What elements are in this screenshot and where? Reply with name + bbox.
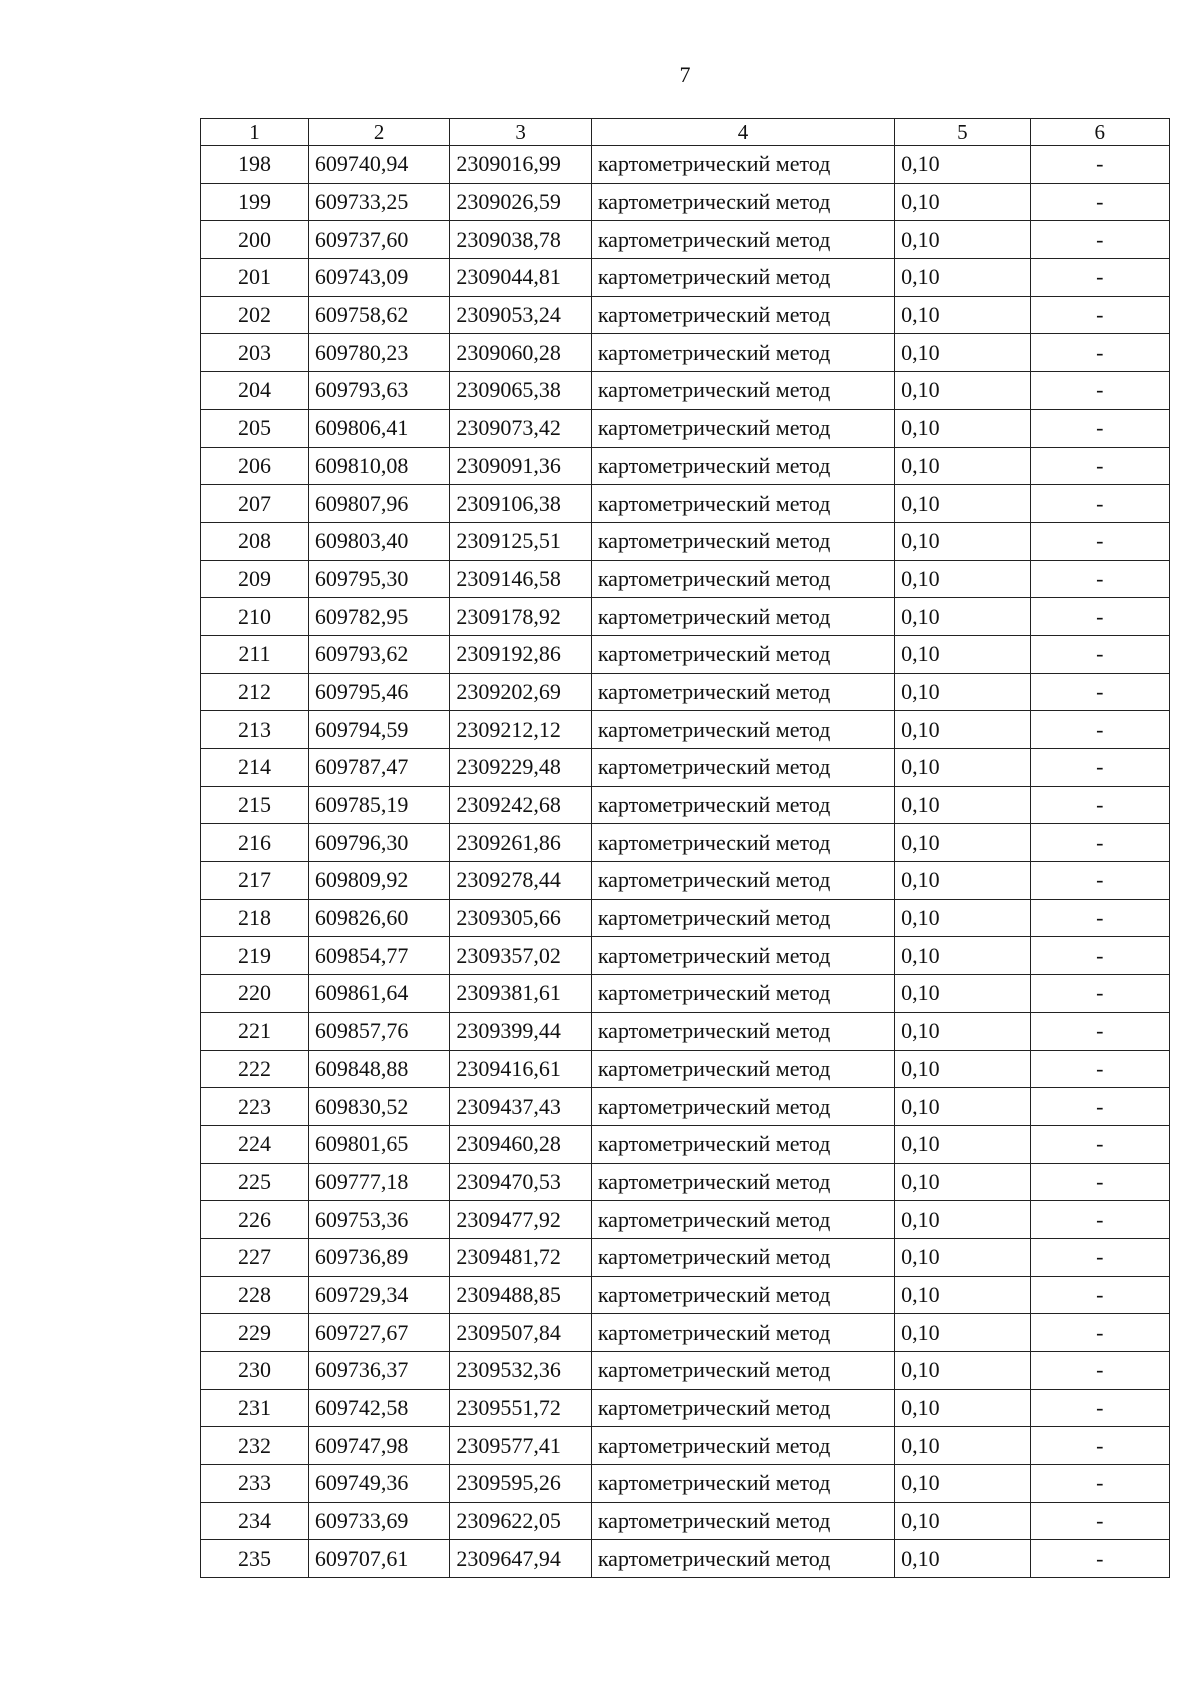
- table-row: [201, 1540, 1170, 1578]
- y-coordinate-cell: 2309416,61: [450, 1050, 591, 1088]
- note-cell: -: [1030, 259, 1169, 297]
- accuracy-cell: 0,10: [895, 1050, 1030, 1088]
- y-coordinate-cell: 2309106,38: [450, 485, 591, 523]
- table-row: [201, 1314, 1170, 1352]
- x-coordinate-cell: 609809,92: [308, 862, 449, 900]
- note-cell: -: [1030, 786, 1169, 824]
- y-coordinate-cell: 2309460,28: [450, 1125, 591, 1163]
- column-header-2: 2: [308, 119, 449, 146]
- note-cell: -: [1030, 1465, 1169, 1503]
- column-header-1: 1: [201, 119, 309, 146]
- point-number-cell: 221: [201, 1012, 309, 1050]
- method-cell: картометрический метод: [591, 1352, 894, 1390]
- x-coordinate-cell: 609729,34: [308, 1276, 449, 1314]
- note-cell: -: [1030, 1389, 1169, 1427]
- note-cell: -: [1030, 1012, 1169, 1050]
- method-cell: картометрический метод: [591, 146, 894, 184]
- point-number-cell: 203: [201, 334, 309, 372]
- point-number-cell: 217: [201, 862, 309, 900]
- point-number-cell: 229: [201, 1314, 309, 1352]
- x-coordinate-cell: 609806,41: [308, 409, 449, 447]
- table-row: [201, 824, 1170, 862]
- point-number-cell: 199: [201, 183, 309, 221]
- accuracy-cell: 0,10: [895, 183, 1030, 221]
- note-cell: -: [1030, 372, 1169, 410]
- point-number-cell: 218: [201, 899, 309, 937]
- x-coordinate-cell: 609794,59: [308, 711, 449, 749]
- point-number-cell: 201: [201, 259, 309, 297]
- y-coordinate-cell: 2309060,28: [450, 334, 591, 372]
- note-cell: -: [1030, 1276, 1169, 1314]
- x-coordinate-cell: 609758,62: [308, 296, 449, 334]
- y-coordinate-cell: 2309178,92: [450, 598, 591, 636]
- table-row: [201, 183, 1170, 221]
- method-cell: картометрический метод: [591, 1050, 894, 1088]
- accuracy-cell: 0,10: [895, 409, 1030, 447]
- method-cell: картометрический метод: [591, 1276, 894, 1314]
- x-coordinate-cell: 609807,96: [308, 485, 449, 523]
- table-row: [201, 259, 1170, 297]
- accuracy-cell: 0,10: [895, 1088, 1030, 1126]
- accuracy-cell: 0,10: [895, 1276, 1030, 1314]
- column-header-4: 4: [591, 119, 894, 146]
- y-coordinate-cell: 2309437,43: [450, 1088, 591, 1126]
- x-coordinate-cell: 609743,09: [308, 259, 449, 297]
- note-cell: -: [1030, 221, 1169, 259]
- x-coordinate-cell: 609777,18: [308, 1163, 449, 1201]
- note-cell: -: [1030, 183, 1169, 221]
- note-cell: -: [1030, 1238, 1169, 1276]
- x-coordinate-cell: 609747,98: [308, 1427, 449, 1465]
- accuracy-cell: 0,10: [895, 334, 1030, 372]
- point-number-cell: 228: [201, 1276, 309, 1314]
- accuracy-cell: 0,10: [895, 1502, 1030, 1540]
- note-cell: -: [1030, 975, 1169, 1013]
- method-cell: картометрический метод: [591, 1465, 894, 1503]
- point-number-cell: 224: [201, 1125, 309, 1163]
- table-row: [201, 1088, 1170, 1126]
- point-number-cell: 233: [201, 1465, 309, 1503]
- x-coordinate-cell: 609736,37: [308, 1352, 449, 1390]
- method-cell: картометрический метод: [591, 786, 894, 824]
- accuracy-cell: 0,10: [895, 1163, 1030, 1201]
- x-coordinate-cell: 609830,52: [308, 1088, 449, 1126]
- x-coordinate-cell: 609857,76: [308, 1012, 449, 1050]
- table-row: [201, 749, 1170, 787]
- accuracy-cell: 0,10: [895, 598, 1030, 636]
- point-number-cell: 214: [201, 749, 309, 787]
- y-coordinate-cell: 2309381,61: [450, 975, 591, 1013]
- method-cell: картометрический метод: [591, 824, 894, 862]
- note-cell: -: [1030, 673, 1169, 711]
- point-number-cell: 198: [201, 146, 309, 184]
- table-row: [201, 1352, 1170, 1390]
- table-row: [201, 221, 1170, 259]
- note-cell: -: [1030, 749, 1169, 787]
- note-cell: -: [1030, 1502, 1169, 1540]
- accuracy-cell: 0,10: [895, 296, 1030, 334]
- method-cell: картометрический метод: [591, 1389, 894, 1427]
- method-cell: картометрический метод: [591, 635, 894, 673]
- x-coordinate-cell: 609810,08: [308, 447, 449, 485]
- point-number-cell: 209: [201, 560, 309, 598]
- note-cell: -: [1030, 522, 1169, 560]
- x-coordinate-cell: 609801,65: [308, 1125, 449, 1163]
- note-cell: -: [1030, 560, 1169, 598]
- x-coordinate-cell: 609780,23: [308, 334, 449, 372]
- point-number-cell: 213: [201, 711, 309, 749]
- table-row: [201, 1012, 1170, 1050]
- accuracy-cell: 0,10: [895, 824, 1030, 862]
- table-row: [201, 334, 1170, 372]
- table-row: [201, 146, 1170, 184]
- table-row: [201, 635, 1170, 673]
- note-cell: -: [1030, 937, 1169, 975]
- accuracy-cell: 0,10: [895, 673, 1030, 711]
- table-row: [201, 673, 1170, 711]
- accuracy-cell: 0,10: [895, 146, 1030, 184]
- x-coordinate-cell: 609727,67: [308, 1314, 449, 1352]
- method-cell: картометрический метод: [591, 975, 894, 1013]
- table-row: [201, 975, 1170, 1013]
- point-number-cell: 204: [201, 372, 309, 410]
- point-number-cell: 215: [201, 786, 309, 824]
- note-cell: -: [1030, 1201, 1169, 1239]
- table-row: [201, 1163, 1170, 1201]
- method-cell: картометрический метод: [591, 1540, 894, 1578]
- x-coordinate-cell: 609793,62: [308, 635, 449, 673]
- y-coordinate-cell: 2309202,69: [450, 673, 591, 711]
- accuracy-cell: 0,10: [895, 1201, 1030, 1239]
- point-number-cell: 219: [201, 937, 309, 975]
- point-number-cell: 205: [201, 409, 309, 447]
- table-row: [201, 786, 1170, 824]
- accuracy-cell: 0,10: [895, 522, 1030, 560]
- column-header-3: 3: [450, 119, 591, 146]
- accuracy-cell: 0,10: [895, 899, 1030, 937]
- y-coordinate-cell: 2309577,41: [450, 1427, 591, 1465]
- accuracy-cell: 0,10: [895, 1465, 1030, 1503]
- accuracy-cell: 0,10: [895, 749, 1030, 787]
- point-number-cell: 230: [201, 1352, 309, 1390]
- method-cell: картометрический метод: [591, 749, 894, 787]
- y-coordinate-cell: 2309073,42: [450, 409, 591, 447]
- accuracy-cell: 0,10: [895, 1540, 1030, 1578]
- accuracy-cell: 0,10: [895, 786, 1030, 824]
- y-coordinate-cell: 2309038,78: [450, 221, 591, 259]
- table-row: [201, 560, 1170, 598]
- method-cell: картометрический метод: [591, 899, 894, 937]
- accuracy-cell: 0,10: [895, 1389, 1030, 1427]
- method-cell: картометрический метод: [591, 1314, 894, 1352]
- point-number-cell: 200: [201, 221, 309, 259]
- x-coordinate-cell: 609753,36: [308, 1201, 449, 1239]
- method-cell: картометрический метод: [591, 1088, 894, 1126]
- point-number-cell: 232: [201, 1427, 309, 1465]
- note-cell: -: [1030, 824, 1169, 862]
- y-coordinate-cell: 2309044,81: [450, 259, 591, 297]
- x-coordinate-cell: 609740,94: [308, 146, 449, 184]
- note-cell: -: [1030, 1088, 1169, 1126]
- y-coordinate-cell: 2309399,44: [450, 1012, 591, 1050]
- point-number-cell: 216: [201, 824, 309, 862]
- x-coordinate-cell: 609848,88: [308, 1050, 449, 1088]
- table-body: [201, 119, 1170, 1578]
- method-cell: картометрический метод: [591, 221, 894, 259]
- table-row: [201, 1465, 1170, 1503]
- y-coordinate-cell: 2309065,38: [450, 372, 591, 410]
- method-cell: картометрический метод: [591, 1125, 894, 1163]
- x-coordinate-cell: 609793,63: [308, 372, 449, 410]
- y-coordinate-cell: 2309507,84: [450, 1314, 591, 1352]
- accuracy-cell: 0,10: [895, 1125, 1030, 1163]
- note-cell: -: [1030, 862, 1169, 900]
- method-cell: картометрический метод: [591, 522, 894, 560]
- accuracy-cell: 0,10: [895, 937, 1030, 975]
- accuracy-cell: 0,10: [895, 221, 1030, 259]
- y-coordinate-cell: 2309305,66: [450, 899, 591, 937]
- note-cell: -: [1030, 1352, 1169, 1390]
- x-coordinate-cell: 609803,40: [308, 522, 449, 560]
- accuracy-cell: 0,10: [895, 862, 1030, 900]
- y-coordinate-cell: 2309125,51: [450, 522, 591, 560]
- table-row: [201, 409, 1170, 447]
- table-row: [201, 1201, 1170, 1239]
- point-number-cell: 211: [201, 635, 309, 673]
- accuracy-cell: 0,10: [895, 372, 1030, 410]
- method-cell: картометрический метод: [591, 334, 894, 372]
- accuracy-cell: 0,10: [895, 1314, 1030, 1352]
- accuracy-cell: 0,10: [895, 259, 1030, 297]
- method-cell: картометрический метод: [591, 598, 894, 636]
- point-number-cell: 207: [201, 485, 309, 523]
- x-coordinate-cell: 609733,69: [308, 1502, 449, 1540]
- method-cell: картометрический метод: [591, 560, 894, 598]
- x-coordinate-cell: 609785,19: [308, 786, 449, 824]
- point-number-cell: 235: [201, 1540, 309, 1578]
- y-coordinate-cell: 2309192,86: [450, 635, 591, 673]
- y-coordinate-cell: 2309481,72: [450, 1238, 591, 1276]
- note-cell: -: [1030, 296, 1169, 334]
- table-row: [201, 522, 1170, 560]
- y-coordinate-cell: 2309470,53: [450, 1163, 591, 1201]
- table-row: [201, 899, 1170, 937]
- point-number-cell: 212: [201, 673, 309, 711]
- table-row: [201, 862, 1170, 900]
- y-coordinate-cell: 2309278,44: [450, 862, 591, 900]
- y-coordinate-cell: 2309357,02: [450, 937, 591, 975]
- accuracy-cell: 0,10: [895, 447, 1030, 485]
- note-cell: -: [1030, 409, 1169, 447]
- method-cell: картометрический метод: [591, 673, 894, 711]
- x-coordinate-cell: 609737,60: [308, 221, 449, 259]
- x-coordinate-cell: 609736,89: [308, 1238, 449, 1276]
- table-row: [201, 937, 1170, 975]
- table-row: [201, 711, 1170, 749]
- method-cell: картометрический метод: [591, 1012, 894, 1050]
- x-coordinate-cell: 609707,61: [308, 1540, 449, 1578]
- y-coordinate-cell: 2309146,58: [450, 560, 591, 598]
- table-row: [201, 1276, 1170, 1314]
- note-cell: -: [1030, 146, 1169, 184]
- accuracy-cell: 0,10: [895, 1352, 1030, 1390]
- y-coordinate-cell: 2309242,68: [450, 786, 591, 824]
- method-cell: картометрический метод: [591, 1238, 894, 1276]
- method-cell: картометрический метод: [591, 862, 894, 900]
- method-cell: картометрический метод: [591, 1201, 894, 1239]
- point-number-cell: 223: [201, 1088, 309, 1126]
- note-cell: -: [1030, 1125, 1169, 1163]
- method-cell: картометрический метод: [591, 296, 894, 334]
- table-row: [201, 1238, 1170, 1276]
- point-number-cell: 208: [201, 522, 309, 560]
- table-row: [201, 1389, 1170, 1427]
- note-cell: -: [1030, 447, 1169, 485]
- note-cell: -: [1030, 635, 1169, 673]
- point-number-cell: 231: [201, 1389, 309, 1427]
- method-cell: картометрический метод: [591, 1502, 894, 1540]
- point-number-cell: 225: [201, 1163, 309, 1201]
- y-coordinate-cell: 2309477,92: [450, 1201, 591, 1239]
- column-header-6: 6: [1030, 119, 1169, 146]
- y-coordinate-cell: 2309595,26: [450, 1465, 591, 1503]
- note-cell: -: [1030, 1050, 1169, 1088]
- y-coordinate-cell: 2309091,36: [450, 447, 591, 485]
- point-number-cell: 202: [201, 296, 309, 334]
- note-cell: -: [1030, 1163, 1169, 1201]
- method-cell: картометрический метод: [591, 485, 894, 523]
- point-number-cell: 222: [201, 1050, 309, 1088]
- y-coordinate-cell: 2309532,36: [450, 1352, 591, 1390]
- note-cell: -: [1030, 899, 1169, 937]
- table-header-row: [201, 119, 1170, 146]
- method-cell: картометрический метод: [591, 711, 894, 749]
- x-coordinate-cell: 609733,25: [308, 183, 449, 221]
- x-coordinate-cell: 609782,95: [308, 598, 449, 636]
- page-number: 7: [679, 62, 691, 87]
- accuracy-cell: 0,10: [895, 485, 1030, 523]
- y-coordinate-cell: 2309261,86: [450, 824, 591, 862]
- table-row: [201, 598, 1170, 636]
- table-row: [201, 485, 1170, 523]
- method-cell: картометрический метод: [591, 259, 894, 297]
- point-number-cell: 226: [201, 1201, 309, 1239]
- coordinates-table: [200, 118, 1170, 1578]
- method-cell: картометрический метод: [591, 937, 894, 975]
- accuracy-cell: 0,10: [895, 1012, 1030, 1050]
- y-coordinate-cell: 2309488,85: [450, 1276, 591, 1314]
- x-coordinate-cell: 609854,77: [308, 937, 449, 975]
- note-cell: -: [1030, 711, 1169, 749]
- point-number-cell: 220: [201, 975, 309, 1013]
- x-coordinate-cell: 609795,30: [308, 560, 449, 598]
- y-coordinate-cell: 2309053,24: [450, 296, 591, 334]
- y-coordinate-cell: 2309622,05: [450, 1502, 591, 1540]
- y-coordinate-cell: 2309551,72: [450, 1389, 591, 1427]
- method-cell: картометрический метод: [591, 372, 894, 410]
- note-cell: -: [1030, 1540, 1169, 1578]
- table-row: [201, 1502, 1170, 1540]
- y-coordinate-cell: 2309026,59: [450, 183, 591, 221]
- method-cell: картометрический метод: [591, 409, 894, 447]
- method-cell: картометрический метод: [591, 1163, 894, 1201]
- accuracy-cell: 0,10: [895, 711, 1030, 749]
- method-cell: картометрический метод: [591, 447, 894, 485]
- x-coordinate-cell: 609861,64: [308, 975, 449, 1013]
- x-coordinate-cell: 609795,46: [308, 673, 449, 711]
- note-cell: -: [1030, 485, 1169, 523]
- y-coordinate-cell: 2309229,48: [450, 749, 591, 787]
- note-cell: -: [1030, 598, 1169, 636]
- method-cell: картометрический метод: [591, 1427, 894, 1465]
- table-row: [201, 296, 1170, 334]
- table-row: [201, 372, 1170, 410]
- x-coordinate-cell: 609796,30: [308, 824, 449, 862]
- y-coordinate-cell: 2309212,12: [450, 711, 591, 749]
- accuracy-cell: 0,10: [895, 975, 1030, 1013]
- y-coordinate-cell: 2309647,94: [450, 1540, 591, 1578]
- point-number-cell: 234: [201, 1502, 309, 1540]
- note-cell: -: [1030, 1314, 1169, 1352]
- note-cell: -: [1030, 1427, 1169, 1465]
- note-cell: -: [1030, 334, 1169, 372]
- x-coordinate-cell: 609742,58: [308, 1389, 449, 1427]
- accuracy-cell: 0,10: [895, 1238, 1030, 1276]
- y-coordinate-cell: 2309016,99: [450, 146, 591, 184]
- table-row: [201, 1427, 1170, 1465]
- point-number-cell: 210: [201, 598, 309, 636]
- x-coordinate-cell: 609787,47: [308, 749, 449, 787]
- x-coordinate-cell: 609826,60: [308, 899, 449, 937]
- table-row: [201, 1050, 1170, 1088]
- table-row: [201, 1125, 1170, 1163]
- table-row: [201, 447, 1170, 485]
- point-number-cell: 227: [201, 1238, 309, 1276]
- column-header-5: 5: [895, 119, 1030, 146]
- accuracy-cell: 0,10: [895, 1427, 1030, 1465]
- accuracy-cell: 0,10: [895, 635, 1030, 673]
- point-number-cell: 206: [201, 447, 309, 485]
- accuracy-cell: 0,10: [895, 560, 1030, 598]
- x-coordinate-cell: 609749,36: [308, 1465, 449, 1503]
- method-cell: картометрический метод: [591, 183, 894, 221]
